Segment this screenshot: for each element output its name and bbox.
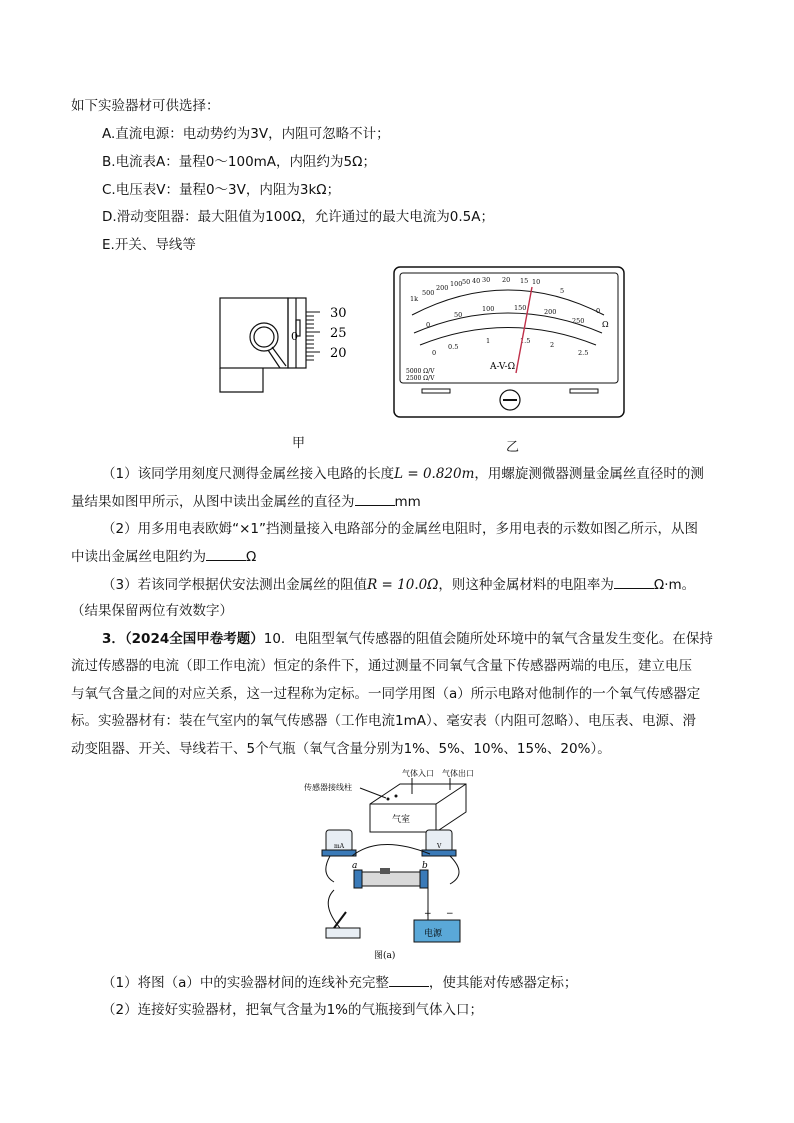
q1-answer-blank[interactable]	[355, 491, 395, 506]
svg-text:0.5: 0.5	[448, 343, 459, 351]
option-text: 直流电源：电动势约为3V，内阻可忽略不计；	[115, 126, 390, 142]
q3-equation: R = 10.0Ω	[367, 577, 439, 593]
svg-text:2.5: 2.5	[578, 349, 589, 357]
svg-text:5: 5	[560, 287, 565, 295]
gas-chamber-label: 气室	[392, 815, 411, 825]
q3-text: （3）若该同学根据伏安法测出金属丝的阻值	[102, 577, 368, 593]
switch-base	[326, 928, 360, 938]
thimble-label-30: 30	[330, 306, 347, 321]
meter-sensitivity-1: 5000 Ω/V	[406, 368, 435, 375]
micrometer-anvil-inner	[254, 327, 274, 347]
option-letter: E.	[102, 237, 115, 253]
rheostat-terminal-a: a	[352, 861, 358, 871]
problem3-line5: 动变阻器、开关、导线若干、5个气瓶（氧气含量分别为1%、5%、10%、15%、20%）。	[71, 741, 611, 757]
q1-line2	[71, 491, 421, 512]
power-supply-label: 电源	[424, 929, 443, 939]
option-c	[102, 180, 340, 200]
option-text: 滑动变阻器：最大阻值为100Ω，允许通过的最大电流为0.5A；	[116, 209, 494, 225]
figure-yi-caption: 乙	[506, 440, 520, 455]
sub1-line	[102, 972, 577, 993]
rheostat-end-right	[420, 870, 428, 888]
figure-jia-caption: 甲	[292, 436, 306, 451]
power-plus-label: +	[424, 909, 432, 919]
terminal-leader	[360, 788, 386, 798]
svg-text:15: 15	[520, 277, 529, 285]
problem3-line4: 标。实验器材有：装在气室内的氧气传感器（工作电流1mA）、毫安表（内阻可忽略）、电压表、电源、滑	[71, 713, 696, 729]
mid-scale-labels	[426, 304, 584, 329]
sensor-terminal-1	[387, 798, 390, 801]
q3-tail: 。	[681, 577, 696, 593]
svg-text:100: 100	[482, 305, 495, 313]
q3-answer-blank[interactable]	[614, 574, 654, 589]
svg-text:100: 100	[450, 280, 463, 288]
svg-text:50: 50	[462, 278, 471, 286]
gas-inlet-label: 气体入口	[402, 769, 434, 778]
option-text: 电压表V：量程0～3V，内阻为3kΩ；	[115, 182, 341, 198]
option-e	[102, 235, 196, 255]
q2-answer-blank[interactable]	[206, 546, 246, 561]
low-scale-labels	[432, 337, 588, 357]
meter-sensitivity-2: 2500 Ω/V	[406, 375, 435, 382]
q1-text: （1）该同学用刻度尺测得金属丝接入电路的长度	[102, 466, 395, 482]
thimble-label-25: 25	[330, 326, 347, 341]
q1-unit: mm	[394, 494, 421, 510]
svg-text:1.5: 1.5	[520, 337, 531, 345]
low-arc	[420, 328, 596, 346]
option-letter: A.	[102, 126, 116, 142]
svg-text:200: 200	[436, 284, 449, 292]
problem3-line3: 与氧气含量之间的对应关系，这一过程称为定标。一同学用图（a）所示电路对他制作的一个氧气传感器定	[71, 686, 701, 702]
svg-text:20: 20	[502, 276, 511, 284]
q3-line1	[102, 574, 695, 595]
sleeve-zero-label: 0	[291, 330, 298, 343]
svg-text:1: 1	[486, 337, 491, 345]
svg-text:1k: 1k	[410, 295, 419, 303]
ohm-scale-labels	[410, 276, 600, 315]
svg-text:200: 200	[544, 308, 557, 316]
micrometer-base	[220, 368, 263, 392]
svg-text:150: 150	[514, 304, 527, 312]
meter-foot-left	[422, 389, 450, 393]
micrometer-thimble-ticks	[306, 312, 320, 360]
problem-source: （2024全国甲卷考题）	[124, 631, 264, 647]
svg-text:40: 40	[472, 277, 481, 285]
sub1-answer-blank[interactable]	[389, 972, 429, 987]
svg-text:250: 250	[572, 317, 585, 325]
sensor-terminal-2	[395, 795, 398, 798]
svg-text:0: 0	[432, 349, 437, 357]
meter-foot-right	[570, 389, 598, 393]
milliammeter-label: mA	[334, 843, 345, 850]
svg-text:10: 10	[532, 278, 541, 286]
q1-text-cont: ，用螺旋测微器测量金属丝直径时的测	[474, 466, 704, 482]
rheostat-terminal-b: b	[422, 861, 428, 871]
q3-text-cont: ，则这种金属材料的电阻率为	[438, 577, 614, 593]
q1-line1	[102, 464, 704, 484]
option-text: 开关、导线等	[114, 237, 196, 253]
sensor-terminal-label: 传感器接线柱	[304, 783, 352, 792]
sub2-line: （2）连接好实验器材，把氧气含量为1%的气瓶接到气体入口；	[102, 1002, 484, 1018]
problem3-text1: 10．电阻型氧气传感器的阻值会随所处环境中的氧气含量发生变化。在保持	[263, 631, 713, 647]
meter-label: A-V-Ω	[490, 362, 516, 372]
rheostat-end-left	[354, 870, 362, 888]
svg-text:500: 500	[422, 289, 435, 297]
micrometer-handle	[268, 347, 286, 368]
option-b	[102, 152, 376, 172]
svg-text:0: 0	[426, 321, 431, 329]
q3-unit: Ω·m	[653, 577, 682, 593]
q2-text2: 中读出金属丝电阻约为	[71, 549, 206, 565]
option-letter: B.	[102, 154, 116, 170]
option-d	[102, 207, 494, 227]
svg-text:2: 2	[550, 341, 555, 349]
q2-unit: Ω	[246, 549, 257, 565]
thimble-label-20: 20	[330, 346, 347, 361]
rheostat-coil	[360, 872, 422, 886]
q3-line2: （结果保留两位有效数字）	[71, 603, 233, 619]
option-a	[102, 124, 390, 144]
meter-pointer	[516, 287, 532, 373]
milliammeter-base	[322, 850, 356, 856]
rheostat-slider	[380, 868, 390, 874]
ohm-symbol: Ω	[602, 320, 609, 329]
option-letter: D.	[102, 209, 117, 225]
circuit-figure-a	[300, 764, 480, 964]
gas-outlet-label: 气体出口	[442, 769, 474, 778]
q1-text2: 量结果如图甲所示，从图中读出金属丝的直径为	[71, 494, 355, 510]
multimeter-figure	[392, 265, 628, 420]
sub1-text: （1）将图（a）中的实验器材间的连线补充完整	[102, 975, 389, 991]
gas-chamber-box	[370, 784, 466, 832]
micrometer-figure	[208, 290, 358, 400]
sub1-tail: ，使其能对传感器定标；	[428, 975, 578, 991]
q1-equation: L = 0.820m	[394, 466, 475, 482]
q2-line1: （2）用多用电表欧姆“×1”挡测量接入电路部分的金属丝电阻时，多用电表的示数如图乙所示，从图	[102, 521, 698, 537]
voltmeter-label: V	[437, 843, 442, 850]
svg-text:30: 30	[482, 276, 491, 284]
figure-a-caption: 图(a)	[374, 951, 396, 961]
svg-text:0: 0	[596, 307, 601, 315]
power-minus-label: −	[446, 909, 454, 919]
intro-text: 如下实验器材可供选择：	[71, 98, 220, 114]
problem-number: 3．	[102, 631, 125, 647]
problem3-line2: 流过传感器的电流（即工作电流）恒定的条件下，通过测量不同氧气含量下传感器两端的电压，建立电压	[71, 658, 692, 674]
ohm-arc	[412, 290, 604, 315]
switch-lever	[334, 912, 346, 928]
option-letter: C.	[102, 182, 116, 198]
svg-text:50: 50	[454, 311, 463, 319]
q2-line2	[71, 546, 256, 567]
problem3-line1	[102, 629, 713, 649]
option-text: 电流表A：量程0～100mA，内阻约为5Ω；	[115, 154, 376, 170]
